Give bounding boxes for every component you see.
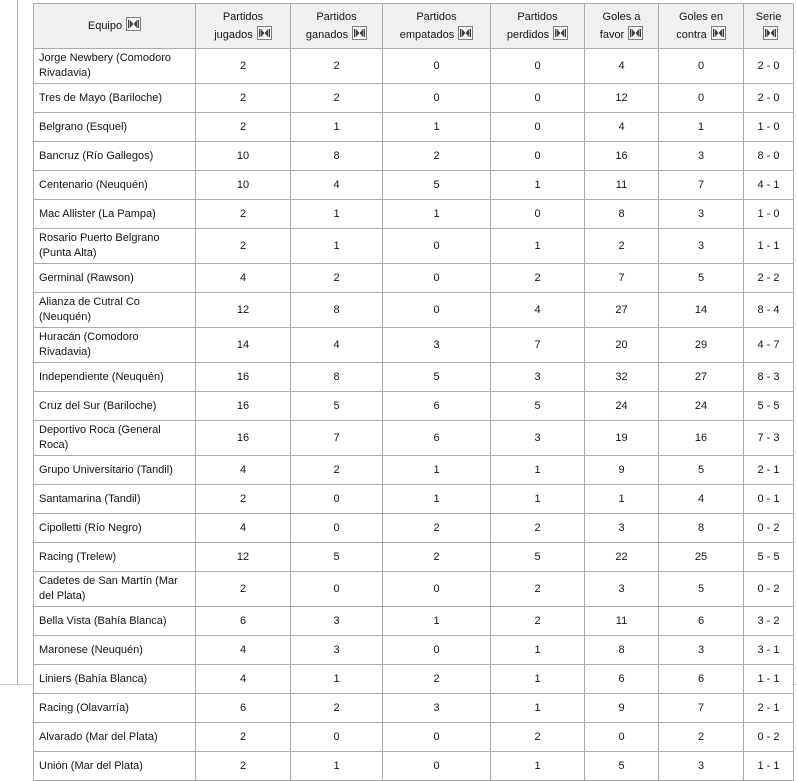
team-cell: Alianza de Cutral Co (Neuquén) bbox=[34, 293, 196, 328]
team-cell: Liniers (Bahía Blanca) bbox=[34, 665, 196, 694]
stat-cell: 2 bbox=[291, 694, 383, 723]
stat-cell: 2 bbox=[196, 485, 291, 514]
stat-cell: 0 bbox=[291, 485, 383, 514]
table-row bbox=[34, 142, 794, 171]
column-header-line bbox=[746, 9, 791, 26]
serie-cell: 8 - 0 bbox=[744, 142, 794, 171]
column-header-partidos-perdidos bbox=[491, 4, 585, 49]
content-left-border bbox=[17, 0, 18, 686]
stat-cell: 16 bbox=[196, 392, 291, 421]
stat-cell: 4 bbox=[659, 485, 744, 514]
column-label: Partidos bbox=[416, 10, 457, 23]
team-cell: Unión (Mar del Plata) bbox=[34, 752, 196, 781]
column-header-line bbox=[293, 9, 380, 26]
column-header-line bbox=[661, 9, 741, 26]
stat-cell: 10 bbox=[196, 142, 291, 171]
stat-cell: 4 bbox=[585, 49, 659, 84]
column-label: Serie bbox=[755, 10, 782, 23]
stat-cell: 19 bbox=[585, 421, 659, 456]
stat-cell: 2 bbox=[383, 665, 491, 694]
stat-cell: 4 bbox=[291, 328, 383, 363]
stat-cell: 6 bbox=[196, 694, 291, 723]
column-label: Goles a bbox=[602, 10, 641, 23]
stat-cell: 1 bbox=[491, 485, 585, 514]
team-cell: Centenario (Neuquén) bbox=[34, 171, 196, 200]
stat-cell: 1 bbox=[491, 229, 585, 264]
stat-cell: 3 bbox=[291, 636, 383, 665]
column-header-line bbox=[198, 9, 288, 26]
table-row bbox=[34, 456, 794, 485]
table-row bbox=[34, 113, 794, 142]
stat-cell: 1 bbox=[291, 665, 383, 694]
stat-cell: 6 bbox=[383, 392, 491, 421]
table-row bbox=[34, 229, 794, 264]
stat-cell: 1 bbox=[291, 113, 383, 142]
stat-cell: 2 bbox=[196, 723, 291, 752]
stat-cell: 2 bbox=[196, 752, 291, 781]
table-row bbox=[34, 723, 794, 752]
column-label: perdidos bbox=[506, 28, 550, 41]
serie-cell: 3 - 2 bbox=[744, 607, 794, 636]
stat-cell: 4 bbox=[196, 514, 291, 543]
team-cell: Tres de Mayo (Bariloche) bbox=[34, 84, 196, 113]
table-row bbox=[34, 392, 794, 421]
team-cell: Germinal (Rawson) bbox=[34, 264, 196, 293]
stat-cell: 5 bbox=[291, 543, 383, 572]
stat-cell: 4 bbox=[196, 665, 291, 694]
stat-cell: 4 bbox=[196, 636, 291, 665]
column-header-line bbox=[293, 26, 380, 44]
column-header-line bbox=[493, 26, 582, 44]
team-cell: Jorge Newbery (Comodoro Rivadavia) bbox=[34, 49, 196, 84]
team-cell: Bancruz (Río Gallegos) bbox=[34, 142, 196, 171]
table-row bbox=[34, 665, 794, 694]
stat-cell: 0 bbox=[291, 514, 383, 543]
stat-cell: 32 bbox=[585, 363, 659, 392]
stat-cell: 27 bbox=[585, 293, 659, 328]
stat-cell: 22 bbox=[585, 543, 659, 572]
stat-cell: 2 bbox=[491, 572, 585, 607]
stat-cell: 1 bbox=[491, 752, 585, 781]
serie-cell: 3 - 1 bbox=[744, 636, 794, 665]
column-label: favor bbox=[599, 28, 625, 41]
serie-cell: 2 - 0 bbox=[744, 49, 794, 84]
stat-cell: 2 bbox=[196, 113, 291, 142]
stat-cell: 2 bbox=[383, 543, 491, 572]
stat-cell: 3 bbox=[659, 200, 744, 229]
column-header-equipo bbox=[34, 4, 196, 49]
serie-cell: 2 - 0 bbox=[744, 84, 794, 113]
sort-toggle-icon[interactable] bbox=[711, 26, 726, 40]
stat-cell: 3 bbox=[491, 363, 585, 392]
stat-cell: 12 bbox=[196, 293, 291, 328]
stat-cell: 0 bbox=[383, 723, 491, 752]
team-cell: Cipolletti (Río Negro) bbox=[34, 514, 196, 543]
stat-cell: 2 bbox=[383, 514, 491, 543]
team-cell: Belgrano (Esquel) bbox=[34, 113, 196, 142]
sort-toggle-icon[interactable] bbox=[352, 26, 367, 40]
stat-cell: 4 bbox=[196, 456, 291, 485]
stat-cell: 0 bbox=[383, 264, 491, 293]
stat-cell: 8 bbox=[291, 293, 383, 328]
stat-cell: 1 bbox=[491, 694, 585, 723]
table-row bbox=[34, 84, 794, 113]
stat-cell: 11 bbox=[585, 607, 659, 636]
team-cell: Alvarado (Mar del Plata) bbox=[34, 723, 196, 752]
column-label: ganados bbox=[305, 28, 349, 41]
column-header-line bbox=[385, 9, 488, 26]
stat-cell: 1 bbox=[491, 636, 585, 665]
sort-toggle-icon[interactable] bbox=[553, 26, 568, 40]
stat-cell: 5 bbox=[383, 363, 491, 392]
stat-cell: 27 bbox=[659, 363, 744, 392]
stat-cell: 24 bbox=[585, 392, 659, 421]
stat-cell: 1 bbox=[383, 456, 491, 485]
serie-cell: 7 - 3 bbox=[744, 421, 794, 456]
stat-cell: 14 bbox=[659, 293, 744, 328]
stat-cell: 2 bbox=[196, 572, 291, 607]
stat-cell: 6 bbox=[659, 665, 744, 694]
stat-cell: 0 bbox=[491, 84, 585, 113]
stat-cell: 2 bbox=[491, 723, 585, 752]
stat-cell: 16 bbox=[196, 363, 291, 392]
stat-cell: 2 bbox=[585, 229, 659, 264]
stat-cell: 0 bbox=[659, 84, 744, 113]
stat-cell: 0 bbox=[491, 49, 585, 84]
team-cell: Mac Allister (La Pampa) bbox=[34, 200, 196, 229]
stat-cell: 1 bbox=[291, 229, 383, 264]
stat-cell: 0 bbox=[383, 636, 491, 665]
stat-cell: 7 bbox=[659, 171, 744, 200]
stat-cell: 4 bbox=[491, 293, 585, 328]
serie-cell: 0 - 1 bbox=[744, 485, 794, 514]
stat-cell: 5 bbox=[659, 456, 744, 485]
sort-toggle-icon[interactable] bbox=[126, 17, 141, 31]
stat-cell: 2 bbox=[196, 49, 291, 84]
stat-cell: 4 bbox=[585, 113, 659, 142]
serie-cell: 1 - 1 bbox=[744, 752, 794, 781]
stat-cell: 1 bbox=[291, 752, 383, 781]
team-cell: Maronese (Neuquén) bbox=[34, 636, 196, 665]
stat-cell: 3 bbox=[659, 142, 744, 171]
team-cell: Santamarina (Tandil) bbox=[34, 485, 196, 514]
stat-cell: 1 bbox=[383, 607, 491, 636]
column-label: contra bbox=[676, 28, 707, 41]
stat-cell: 11 bbox=[585, 171, 659, 200]
stat-cell: 0 bbox=[491, 113, 585, 142]
stat-cell: 5 bbox=[659, 572, 744, 607]
stat-cell: 2 bbox=[291, 264, 383, 293]
table-row bbox=[34, 752, 794, 781]
team-cell: Racing (Olavarría) bbox=[34, 694, 196, 723]
column-header-goles-a-favor bbox=[585, 4, 659, 49]
table-row bbox=[34, 607, 794, 636]
stat-cell: 8 bbox=[291, 142, 383, 171]
serie-cell: 5 - 5 bbox=[744, 392, 794, 421]
column-header-line bbox=[385, 26, 488, 44]
stat-cell: 2 bbox=[196, 229, 291, 264]
column-header-serie bbox=[744, 4, 794, 49]
column-header-line bbox=[36, 17, 193, 35]
stat-cell: 7 bbox=[585, 264, 659, 293]
stat-cell: 24 bbox=[659, 392, 744, 421]
stat-cell: 8 bbox=[585, 636, 659, 665]
stat-cell: 5 bbox=[383, 171, 491, 200]
team-cell: Grupo Universitario (Tandil) bbox=[34, 456, 196, 485]
stat-cell: 25 bbox=[659, 543, 744, 572]
column-label: Partidos bbox=[517, 10, 558, 23]
stat-cell: 5 bbox=[491, 543, 585, 572]
table-row bbox=[34, 421, 794, 456]
stat-cell: 16 bbox=[196, 421, 291, 456]
stat-cell: 0 bbox=[585, 723, 659, 752]
serie-cell: 0 - 2 bbox=[744, 723, 794, 752]
stat-cell: 14 bbox=[196, 328, 291, 363]
stat-cell: 2 bbox=[491, 264, 585, 293]
table-row bbox=[34, 572, 794, 607]
stat-cell: 3 bbox=[291, 607, 383, 636]
stat-cell: 2 bbox=[196, 84, 291, 113]
serie-cell: 2 - 2 bbox=[744, 264, 794, 293]
column-label: jugados bbox=[214, 28, 253, 41]
stat-cell: 16 bbox=[659, 421, 744, 456]
stat-cell: 3 bbox=[585, 514, 659, 543]
serie-cell: 2 - 1 bbox=[744, 456, 794, 485]
sort-toggle-icon[interactable] bbox=[763, 26, 778, 40]
sort-toggle-icon[interactable] bbox=[257, 26, 272, 40]
stat-cell: 7 bbox=[291, 421, 383, 456]
serie-cell: 8 - 4 bbox=[744, 293, 794, 328]
stat-cell: 2 bbox=[659, 723, 744, 752]
stat-cell: 1 bbox=[491, 665, 585, 694]
column-header-line bbox=[661, 26, 741, 44]
stat-cell: 2 bbox=[491, 514, 585, 543]
stat-cell: 0 bbox=[383, 572, 491, 607]
stat-cell: 2 bbox=[196, 200, 291, 229]
stat-cell: 1 bbox=[491, 456, 585, 485]
stat-cell: 3 bbox=[659, 752, 744, 781]
column-label: Equipo bbox=[87, 20, 123, 32]
stat-cell: 3 bbox=[383, 328, 491, 363]
column-label: empatados bbox=[399, 28, 455, 41]
stat-cell: 9 bbox=[585, 694, 659, 723]
stat-cell: 3 bbox=[491, 421, 585, 456]
table-row bbox=[34, 264, 794, 293]
stat-cell: 0 bbox=[659, 49, 744, 84]
serie-cell: 1 - 0 bbox=[744, 113, 794, 142]
stat-cell: 1 bbox=[491, 171, 585, 200]
stat-cell: 12 bbox=[585, 84, 659, 113]
stat-cell: 4 bbox=[196, 264, 291, 293]
table-row bbox=[34, 543, 794, 572]
stat-cell: 0 bbox=[291, 572, 383, 607]
team-cell: Deportivo Roca (General Roca) bbox=[34, 421, 196, 456]
team-cell: Bella Vista (Bahía Blanca) bbox=[34, 607, 196, 636]
column-header-line bbox=[493, 9, 582, 26]
stat-cell: 5 bbox=[659, 264, 744, 293]
column-header-line bbox=[587, 9, 656, 26]
table-row bbox=[34, 49, 794, 84]
column-header-line bbox=[746, 26, 791, 44]
serie-cell: 1 - 1 bbox=[744, 665, 794, 694]
column-label: Partidos bbox=[222, 10, 264, 23]
stat-cell: 7 bbox=[491, 328, 585, 363]
stat-cell: 3 bbox=[383, 694, 491, 723]
serie-cell: 0 - 2 bbox=[744, 572, 794, 607]
serie-cell: 4 - 7 bbox=[744, 328, 794, 363]
table-body bbox=[34, 49, 794, 781]
stat-cell: 1 bbox=[585, 485, 659, 514]
table-row bbox=[34, 171, 794, 200]
column-header-partidos-empatados bbox=[383, 4, 491, 49]
stat-cell: 0 bbox=[383, 229, 491, 264]
stat-cell: 6 bbox=[196, 607, 291, 636]
table-row bbox=[34, 694, 794, 723]
stat-cell: 0 bbox=[383, 293, 491, 328]
stat-cell: 1 bbox=[383, 485, 491, 514]
table-row bbox=[34, 293, 794, 328]
table-row bbox=[34, 485, 794, 514]
stat-cell: 2 bbox=[291, 84, 383, 113]
table-row bbox=[34, 328, 794, 363]
team-cell: Racing (Trelew) bbox=[34, 543, 196, 572]
team-cell: Independiente (Neuquén) bbox=[34, 363, 196, 392]
stat-cell: 0 bbox=[291, 723, 383, 752]
stat-cell: 1 bbox=[383, 200, 491, 229]
stat-cell: 3 bbox=[585, 572, 659, 607]
column-header-line bbox=[198, 26, 288, 44]
table-header bbox=[34, 4, 794, 49]
table-row bbox=[34, 200, 794, 229]
team-cell: Huracán (Comodoro Rivadavia) bbox=[34, 328, 196, 363]
serie-cell: 5 - 5 bbox=[744, 543, 794, 572]
stat-cell: 1 bbox=[659, 113, 744, 142]
stat-cell: 3 bbox=[659, 229, 744, 264]
column-header-partidos-jugados bbox=[196, 4, 291, 49]
stat-cell: 2 bbox=[291, 49, 383, 84]
team-cell: Cruz del Sur (Bariloche) bbox=[34, 392, 196, 421]
header-row bbox=[34, 4, 794, 49]
column-label: Partidos bbox=[316, 10, 357, 23]
table-row bbox=[34, 514, 794, 543]
column-label: Goles en bbox=[678, 10, 724, 23]
stat-cell: 2 bbox=[383, 142, 491, 171]
stat-cell: 6 bbox=[659, 607, 744, 636]
standings-table bbox=[33, 3, 794, 781]
stat-cell: 0 bbox=[491, 142, 585, 171]
stat-cell: 5 bbox=[585, 752, 659, 781]
stat-cell: 5 bbox=[491, 392, 585, 421]
stat-cell: 8 bbox=[659, 514, 744, 543]
stat-cell: 4 bbox=[291, 171, 383, 200]
serie-cell: 1 - 0 bbox=[744, 200, 794, 229]
stat-cell: 10 bbox=[196, 171, 291, 200]
stat-cell: 29 bbox=[659, 328, 744, 363]
stat-cell: 8 bbox=[291, 363, 383, 392]
stat-cell: 6 bbox=[383, 421, 491, 456]
stat-cell: 1 bbox=[291, 200, 383, 229]
serie-cell: 2 - 1 bbox=[744, 694, 794, 723]
stat-cell: 12 bbox=[196, 543, 291, 572]
stat-cell: 1 bbox=[383, 113, 491, 142]
serie-cell: 0 - 2 bbox=[744, 514, 794, 543]
serie-cell: 1 - 1 bbox=[744, 229, 794, 264]
stat-cell: 3 bbox=[659, 636, 744, 665]
team-cell: Cadetes de San Martín (Mar del Plata) bbox=[34, 572, 196, 607]
team-cell: Rosario Puerto Belgrano (Punta Alta) bbox=[34, 229, 196, 264]
stat-cell: 6 bbox=[585, 665, 659, 694]
column-header-goles-en-contra bbox=[659, 4, 744, 49]
stat-cell: 16 bbox=[585, 142, 659, 171]
sort-toggle-icon[interactable] bbox=[458, 26, 473, 40]
column-header-line bbox=[587, 26, 656, 44]
stat-cell: 5 bbox=[291, 392, 383, 421]
stat-cell: 9 bbox=[585, 456, 659, 485]
serie-cell: 8 - 3 bbox=[744, 363, 794, 392]
stat-cell: 7 bbox=[659, 694, 744, 723]
stat-cell: 2 bbox=[491, 607, 585, 636]
stat-cell: 20 bbox=[585, 328, 659, 363]
stat-cell: 0 bbox=[491, 200, 585, 229]
table-row bbox=[34, 363, 794, 392]
stat-cell: 2 bbox=[291, 456, 383, 485]
sort-toggle-icon[interactable] bbox=[628, 26, 643, 40]
stat-cell: 0 bbox=[383, 752, 491, 781]
stat-cell: 0 bbox=[383, 84, 491, 113]
stat-cell: 8 bbox=[585, 200, 659, 229]
table-row bbox=[34, 636, 794, 665]
stat-cell: 0 bbox=[383, 49, 491, 84]
column-header-partidos-ganados bbox=[291, 4, 383, 49]
serie-cell: 4 - 1 bbox=[744, 171, 794, 200]
